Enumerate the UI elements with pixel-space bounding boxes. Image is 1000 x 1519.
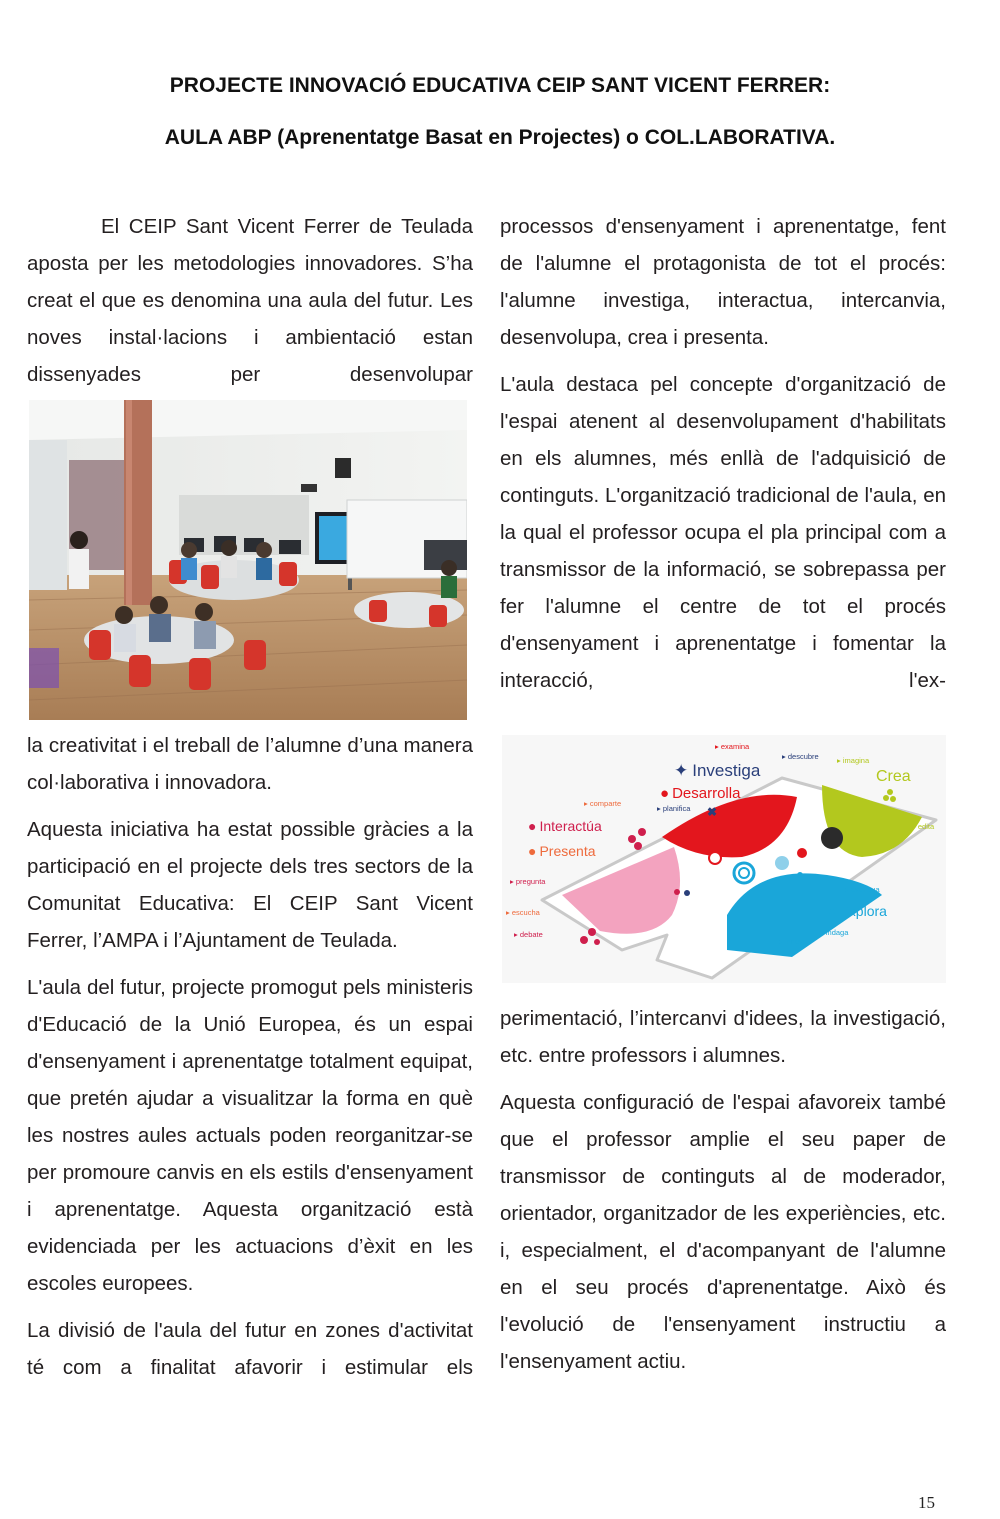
verb-indaga: ▸ indaga (820, 928, 849, 937)
verb-debate: ▸ debate (514, 930, 543, 939)
classroom-photo-illustration (29, 400, 467, 720)
left-paragraph-3: L'aula del futur, projecte promogut pels ministeris d'Educació de la Unió Europea, és un espai d'ensenyament i aprenentatge totalment equipat, que pretén ajudar a visualitzar la forma en què les nostres aules actuals poden reorganitzar-se per promoure canvis en els estils d'ensenyament i aprenentatge. Aquesta organització està evidenciada per les actuacions d’èxit en les escoles europees. (27, 976, 473, 1295)
explora-icon: ● (828, 903, 837, 919)
interactua-label: ● Interactúa (528, 818, 602, 834)
verb-averigua: ▸ averigua (845, 885, 880, 894)
verb-descubre: ▸ descubre (782, 752, 819, 761)
page-title-line-2: AULA ABP (Aprenentatge Basat en Projectes) o COL.LABORATIVA. (164, 126, 836, 149)
explora-label: ● Explora (828, 903, 887, 919)
interactua-icon: ● (528, 818, 537, 834)
verb-escucha: ▸ escucha (506, 908, 540, 917)
learning-zones-diagram (502, 735, 946, 983)
verb-innova: ▸ innova (779, 937, 807, 946)
left-paragraph-1-continued: la creativitat i el treball de l’alumne d’una manera col·laborativa i innovadora. (27, 734, 473, 794)
right-paragraph-2-continued: perimentació, l’intercanvi d'idees, la investigació, etc. entre professors i alumnes. (500, 1007, 946, 1067)
verb-examina: ▸ examina (715, 742, 750, 751)
desarrolla-label: ● Desarrolla (660, 785, 741, 802)
verb-imagina: ▸ imagina (837, 756, 870, 765)
left-paragraph-2: Aquesta iniciativa ha estat possible gràcies a la participació en el projecte dels tres sectors de la Comunitat Educativa: El CEIP Sant Vicent Ferrer, l’AMPA i l’Ajuntament de Teulada. (27, 818, 473, 952)
investiga-label: ✦ Investiga (674, 761, 761, 780)
left-column-block-2 (27, 727, 473, 1386)
verb-pregunta: ▸ pregunta (510, 877, 546, 886)
investiga-icon: ✦ (674, 761, 689, 780)
right-paragraph-3: Aquesta configuració de l'espai afavoreix també que el professor amplie el seu paper de transmissor de continguts al de moderador, orientador, organitzador de les experiències, etc. i, especialment, el d'acompanyant de l'alumne en el seu procés d'aprenentatge. Això és l'evolució de l'ensenyament instructiu a l'ensenyament actiu. (500, 1091, 946, 1373)
planifica-icon: ✖ (707, 805, 718, 819)
right-column-block-2 (500, 1000, 946, 1380)
desarrolla-icon: ● (660, 785, 670, 802)
crea-label: Crea (876, 768, 911, 785)
verb-comparte: ▸ comparte (584, 799, 622, 808)
right-paragraph-1: processos d'ensenyament i aprenentatge, fent de l'alumne el protagonista de tot el procés: l'alumne investiga, interactua, intercanvia, desenvolupa, crea i presenta. (500, 215, 946, 349)
left-paragraph-4: La divisió de l'aula del futur en zones d'activitat té com a finalitat afavorir i estimular els (27, 1319, 473, 1379)
page-number: 15 (918, 1493, 935, 1512)
page-title-line-1: PROJECTE INNOVACIÓ EDUCATIVA CEIP SANT VICENT FERRER: (169, 74, 831, 97)
left-column-block-1 (27, 208, 473, 393)
verb-planifica: ▸ planifica (657, 804, 691, 813)
learning-zones-illustration (502, 735, 946, 983)
right-column-block-1 (500, 208, 946, 699)
right-paragraph-2: L'aula destaca pel concepte d'organització de l'espai atenent al desenvolupament d'habilitats en els alumnes, més enllà de l'adquisició de continguts. L'organització tradicional de l'aula, en la qual el professor ocupa el pla principal com a transmissor de la informació, se sobrepassa per fer l'alumne el centre de tot el procés d'ensenyament i aprenentatge i fomentar la interacció, l'ex- (500, 373, 946, 692)
presenta-label: ● Presenta (528, 843, 596, 859)
verb-edita: ▸ edita (912, 822, 935, 831)
classroom-photo (29, 400, 467, 720)
left-paragraph-1: El CEIP Sant Vicent Ferrer de Teulada aposta per les metodologies innovadores. S’ha creat el que es denomina una aula del futur. Les noves instal·lacions i ambientació estan dissenyades per desenvolupar (27, 215, 473, 386)
presenta-icon: ● (528, 843, 537, 859)
